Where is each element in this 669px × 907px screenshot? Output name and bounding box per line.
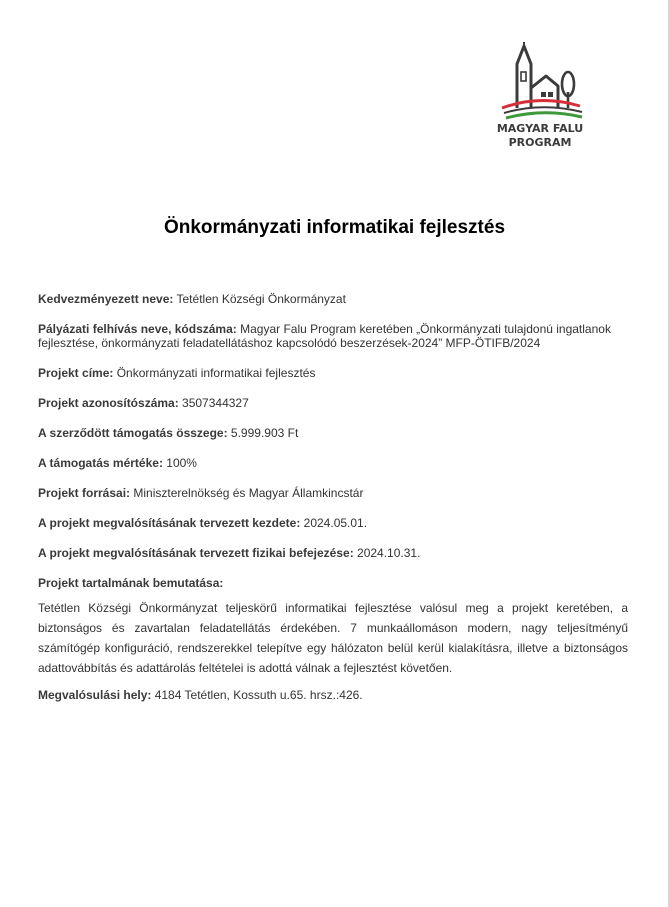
field-grant-amount — [38, 426, 628, 440]
field-project-id — [38, 396, 628, 410]
logo-text — [492, 122, 588, 150]
field-project-title — [38, 366, 628, 380]
church-house-tree-icon — [492, 42, 588, 124]
description-text: Tetétlen Községi Önkormányzat teljeskörű informatikai fejlesztése valósul meg a projekt keretében, a biztonságos és zavartalan feladatellátás érdekében. 7 munkaállomáson modern, nagy teljesítményű számítógép konfiguráció, rendszerekkel telepítve egy hálózaton belül kerül kialakításra, illetve a biztonságos adattovábbítás és adattárolás feltételei is adottá válnak a fejlesztést követően. — [38, 601, 628, 675]
field-value: 5.999.903 Ft — [227, 426, 299, 440]
field-label: A projekt megvalósításának tervezett kezdete: — [38, 516, 301, 530]
field-label: A támogatás mértéke: — [38, 456, 163, 470]
field-location — [38, 688, 628, 702]
field-grant-rate — [38, 456, 628, 470]
magyar-falu-program-logo — [492, 42, 588, 160]
field-value: 2024.05.01. — [300, 516, 368, 530]
field-value: 2024.10.31. — [353, 546, 421, 560]
field-value: Önkormányzati informatikai fejlesztés — [113, 366, 316, 380]
field-value: Miniszterelnökség és Magyar Államkincstár — [130, 486, 364, 500]
page-title: Önkormányzati informatikai fejlesztés — [163, 217, 506, 238]
field-call-name — [38, 322, 628, 350]
field-label: Megvalósulási hely: — [38, 688, 152, 702]
field-value: 4184 Tetétlen, Kossuth u.65. hrsz.:426. — [151, 688, 363, 702]
project-info — [38, 292, 628, 718]
field-sources — [38, 486, 628, 500]
field-label: Projekt azonosítószáma: — [38, 396, 179, 410]
field-value: Magyar Falu Program keretében „Önkormányzati tulajdonú ingatlanok fejlesztése, önkormányzati feladatellátáshoz kapcsolódó beszerzések-2024” MFP-ÖTIFB/2024 — [38, 322, 611, 350]
field-label: Projekt címe: — [38, 366, 114, 380]
logo-line-2: PROGRAM — [508, 136, 572, 149]
field-beneficiary — [38, 292, 628, 306]
field-value: Tetétlen Községi Önkormányzat — [173, 292, 346, 306]
field-label: A szerződött támogatás összege: — [38, 426, 228, 440]
field-label: Projekt forrásai: — [38, 486, 131, 500]
field-value: 100% — [162, 456, 197, 470]
description-label: Projekt tartalmának bemutatása: — [38, 576, 224, 590]
field-value: 3507344327 — [178, 396, 249, 410]
field-label: Kedvezményezett neve: — [38, 292, 174, 306]
field-label: Pályázati felhívás neve, kódszáma: — [38, 322, 237, 336]
field-label: A projekt megvalósításának tervezett fizikai befejezése: — [38, 546, 354, 560]
logo-line-1: MAGYAR FALU — [496, 122, 584, 135]
field-start-date — [38, 516, 628, 530]
field-end-date — [38, 546, 628, 560]
